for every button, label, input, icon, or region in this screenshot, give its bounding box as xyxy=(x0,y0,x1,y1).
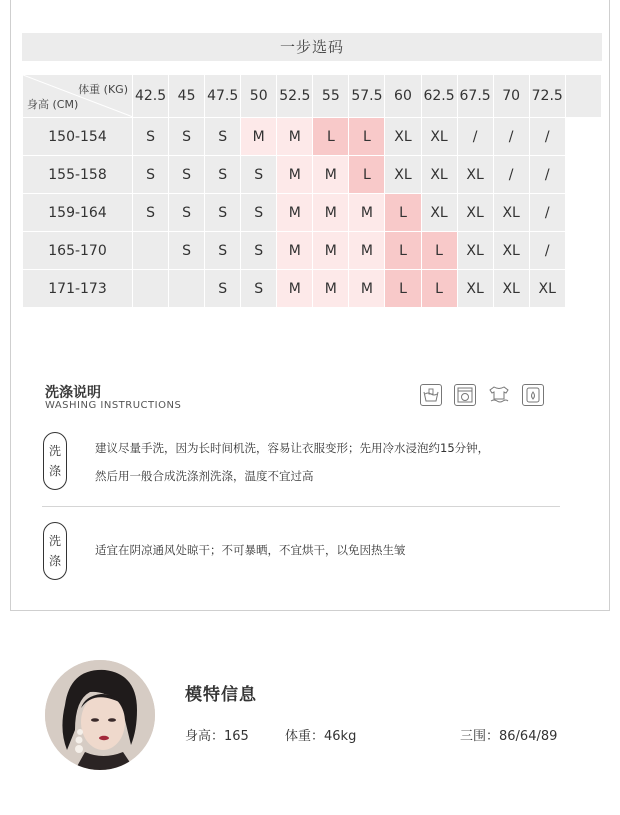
size-cell: S xyxy=(169,232,205,270)
size-cell: XL xyxy=(493,232,529,270)
size-cell: XL xyxy=(529,270,565,308)
size-cell: M xyxy=(313,232,349,270)
dry-badge-char: 洗 xyxy=(48,534,61,548)
height-range-cell: 171-173 xyxy=(23,270,133,308)
weight-header-cell: 60 xyxy=(385,75,421,118)
bleach-icon xyxy=(522,384,544,406)
size-cell: S xyxy=(169,194,205,232)
divider xyxy=(42,506,560,507)
weight-header-cell: 62.5 xyxy=(421,75,457,118)
weight-header-cell: 72.5 xyxy=(529,75,565,118)
size-cell: M xyxy=(277,118,313,156)
size-cell: M xyxy=(349,232,385,270)
model-height: 身高：165 xyxy=(185,729,249,744)
size-cell: / xyxy=(529,232,565,270)
size-cell: L xyxy=(349,118,385,156)
size-cell: S xyxy=(241,270,277,308)
size-cell xyxy=(169,270,205,308)
size-chart-table xyxy=(22,74,602,308)
size-cell: M xyxy=(277,270,313,308)
size-cell: S xyxy=(205,118,241,156)
size-cell: L xyxy=(349,156,385,194)
size-cell xyxy=(133,270,169,308)
size-cell: S xyxy=(241,232,277,270)
weight-header-cell: 70 xyxy=(493,75,529,118)
size-cell: / xyxy=(529,194,565,232)
size-row xyxy=(23,118,602,156)
size-cell: XL xyxy=(385,118,421,156)
weight-header-cell: 47.5 xyxy=(205,75,241,118)
size-row xyxy=(23,156,602,194)
weight-header-cell: 55 xyxy=(313,75,349,118)
size-cell: L xyxy=(421,232,457,270)
size-cell: L xyxy=(313,118,349,156)
size-cell: M xyxy=(277,194,313,232)
size-cell: XL xyxy=(457,232,493,270)
weight-header-cell xyxy=(565,75,601,118)
height-range-cell: 155-158 xyxy=(23,156,133,194)
model-measurements: 三围：86/64/89 xyxy=(460,729,558,744)
size-cell: / xyxy=(529,118,565,156)
size-cell: L xyxy=(385,194,421,232)
dry-note-line: 适宜在阴凉通风处晾干；不可暴晒，不宜烘干，以免因热生皱 xyxy=(95,543,406,557)
washing-title: 洗涤说明 xyxy=(45,385,101,401)
height-range-cell: 150-154 xyxy=(23,118,133,156)
size-cell: M xyxy=(277,232,313,270)
size-cell: XL xyxy=(385,156,421,194)
size-cell: S xyxy=(205,194,241,232)
weight-header-cell: 52.5 xyxy=(277,75,313,118)
wash-badge-char: 涤 xyxy=(48,464,61,478)
height-axis-label: 身高 (CM) xyxy=(27,98,79,111)
size-cell: XL xyxy=(421,118,457,156)
size-cell: M xyxy=(349,270,385,308)
size-cell: M xyxy=(313,270,349,308)
size-cell xyxy=(133,232,169,270)
size-cell: S xyxy=(241,156,277,194)
size-cell: L xyxy=(421,270,457,308)
wash-badge-char: 洗 xyxy=(48,444,61,458)
size-cell: S xyxy=(205,232,241,270)
wash-note-line: 然后用一般合成洗涤剂洗涤，温度不宜过高 xyxy=(95,469,314,483)
hand-wash-icon xyxy=(420,384,442,406)
weight-header-cell: 42.5 xyxy=(133,75,169,118)
weight-header-cell: 57.5 xyxy=(349,75,385,118)
weight-header-cell: 67.5 xyxy=(457,75,493,118)
size-cell: S xyxy=(133,156,169,194)
dry-badge xyxy=(43,522,67,580)
size-cell: S xyxy=(133,194,169,232)
size-cell: L xyxy=(385,232,421,270)
size-row xyxy=(23,194,602,232)
dry-badge-char: 涤 xyxy=(48,554,61,568)
size-header-row xyxy=(23,75,602,118)
size-cell: S xyxy=(241,194,277,232)
care-icons xyxy=(420,384,544,406)
size-cell: M xyxy=(241,118,277,156)
size-cell: S xyxy=(133,118,169,156)
weight-header-cell: 45 xyxy=(169,75,205,118)
size-cell: / xyxy=(457,118,493,156)
size-cell: S xyxy=(205,270,241,308)
size-cell: S xyxy=(169,118,205,156)
wash-badge xyxy=(43,432,67,490)
wash-note xyxy=(95,434,489,490)
size-cell: XL xyxy=(421,194,457,232)
size-chart-corner xyxy=(23,75,133,118)
height-range-cell: 159-164 xyxy=(23,194,133,232)
size-cell: XL xyxy=(457,270,493,308)
model-info-title: 模特信息 xyxy=(185,685,257,705)
wash-note-line: 建议尽量手洗，因为长时间机洗，容易让衣服变形；先用冷水浸泡约15分钟， xyxy=(95,441,490,455)
size-cell: XL xyxy=(493,194,529,232)
height-range-cell: 165-170 xyxy=(23,232,133,270)
washing-subtitle: WASHING INSTRUCTIONS xyxy=(45,400,182,411)
weight-axis-label: 体重 (KG) xyxy=(78,83,128,96)
size-cell: / xyxy=(493,118,529,156)
model-avatar xyxy=(45,660,155,770)
size-cell: XL xyxy=(457,194,493,232)
size-cell: XL xyxy=(457,156,493,194)
size-cell: M xyxy=(349,194,385,232)
size-cell: L xyxy=(385,270,421,308)
size-cell: XL xyxy=(421,156,457,194)
size-cell: M xyxy=(313,194,349,232)
size-cell: M xyxy=(277,156,313,194)
dry-note xyxy=(95,536,406,564)
size-cell: S xyxy=(169,156,205,194)
size-row xyxy=(23,232,602,270)
model-weight: 体重：46kg xyxy=(285,729,357,744)
size-cell: M xyxy=(313,156,349,194)
size-cell: / xyxy=(493,156,529,194)
weight-header-cell: 50 xyxy=(241,75,277,118)
size-cell: XL xyxy=(493,270,529,308)
size-row xyxy=(23,270,602,308)
size-cell: / xyxy=(529,156,565,194)
size-cell: S xyxy=(205,156,241,194)
size-chart-title: 一步选码 xyxy=(22,33,602,61)
no-tumble-dry-icon xyxy=(488,384,510,406)
washing-machine-icon xyxy=(454,384,476,406)
